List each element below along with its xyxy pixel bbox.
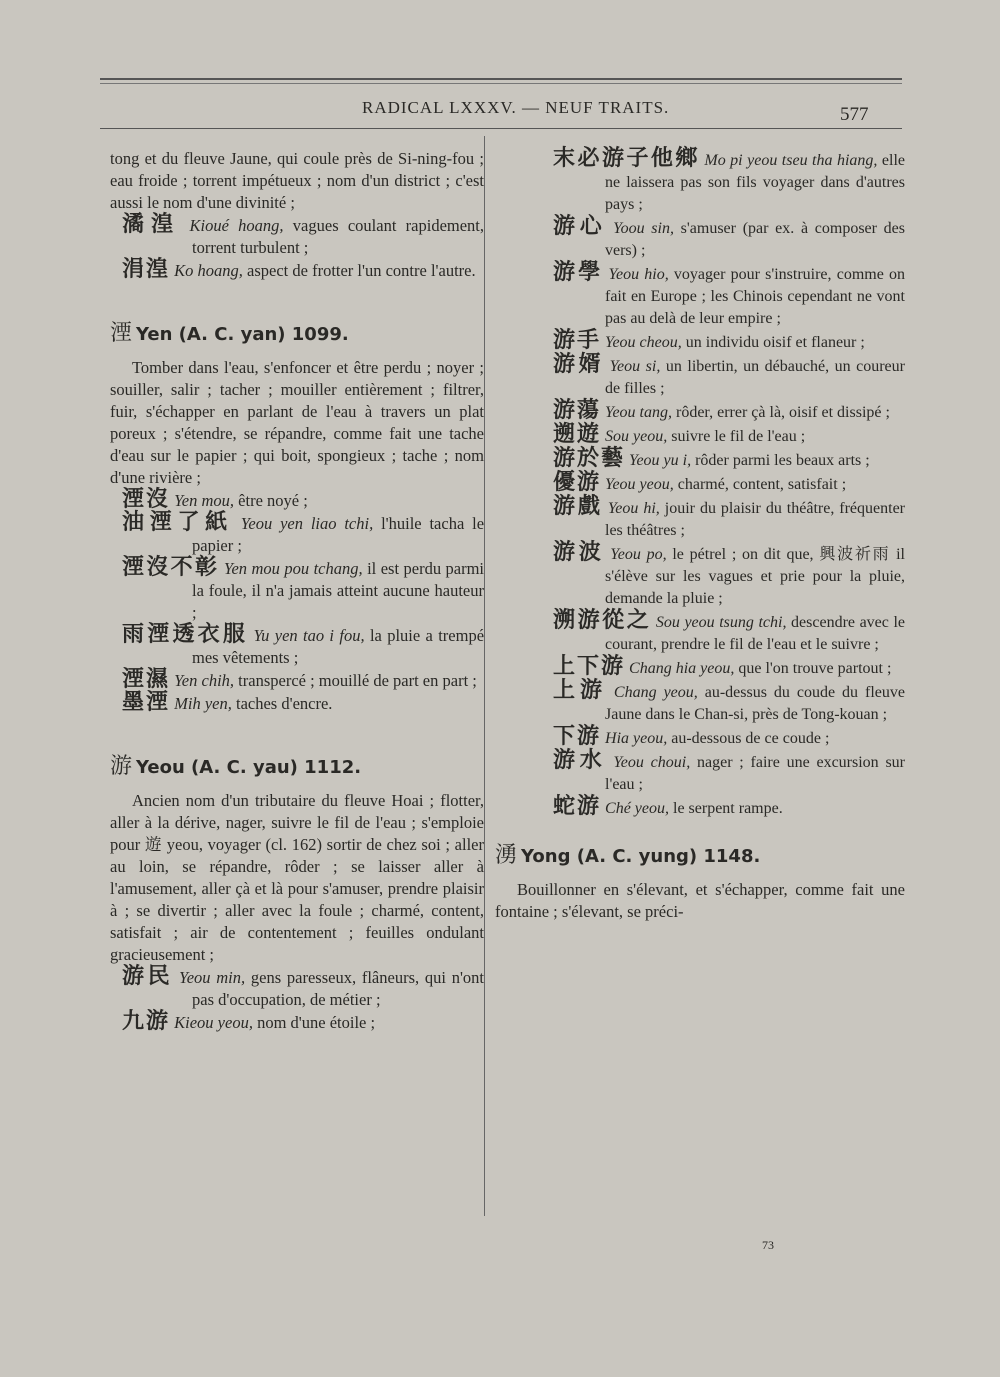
compound-characters: 上下游: [553, 654, 626, 679]
compound-characters: 湮沒不彰: [122, 555, 220, 580]
right-column: [495, 148, 905, 923]
compound-characters: 雨湮透衣服: [122, 622, 249, 647]
compound-entry: [495, 796, 905, 820]
compound-entry: [110, 692, 484, 715]
page-number: 577: [840, 104, 869, 125]
signature-mark: 73: [762, 1238, 774, 1252]
compound-romanization: Yeou hi,: [607, 500, 660, 517]
entry-heading-text: Yeou (A. C. yau) 1112.: [136, 757, 362, 778]
compound-definition: être noyé ;: [238, 491, 308, 510]
entry-character: 湧: [495, 843, 518, 868]
running-header: RADICAL LXXXV. — NEUF TRAITS.: [362, 98, 670, 117]
entry-heading-text: Yong (A. C. yung) 1148.: [521, 846, 761, 867]
compound-characters: 游蕩: [553, 398, 602, 423]
compound-romanization: Kieou yeou,: [174, 1013, 253, 1032]
compound-characters: 涓湟: [122, 257, 171, 282]
compound-entry: [495, 216, 905, 262]
compound-definition: rôder, errer çà là, oisif et dissipé ;: [676, 404, 890, 421]
compound-characters: 末必游子他鄉: [553, 146, 700, 171]
compound-romanization: Yoou sin,: [613, 220, 674, 237]
compound-definition: transpercé ; mouillé de part en part ;: [238, 671, 477, 690]
compound-definition: au-dessus du coude du fleuve Jaune dans le Chan-si, près de Tong-kouan ;: [605, 684, 905, 723]
compound-definition: nom d'une étoile ;: [257, 1013, 376, 1032]
compound-romanization: Yu yen tao i fou,: [253, 626, 365, 645]
compound-characters: 遡遊: [553, 422, 602, 447]
compound-romanization: Yeou choui,: [613, 754, 691, 771]
compound-definition: il est perdu parmi la foule, il n'a jamais atteint aucune hauteur ;: [192, 559, 485, 622]
compound-romanization: Mo pi yeou tseu tha hiang,: [704, 152, 878, 169]
compound-romanization: Yen chih,: [174, 671, 235, 690]
compound-definition: un libertin, un débauché, un coureur de filles ;: [605, 358, 905, 397]
entry-heading-yeou: [110, 749, 484, 780]
compound-characters: 游波: [553, 540, 605, 565]
entry-heading-yen: [110, 316, 484, 347]
compound-romanization: Sou yeou tsung tchi,: [655, 614, 787, 631]
compound-definition: le pétrel ; on dit que, 興波祈雨 il s'élève sur les vagues et prie pour la pluie, demande la pluie ;: [605, 546, 906, 607]
entry-definition-yeou: Ancien nom d'un tributaire du fleuve Hoai ; flotter, aller à la dérive, nager, suivre le fil de l'eau ; s'emploie pour 遊 yeou, voyager (cl. 162) sortir de chez soi ; aller au loin, se répandre, rôder ; se laisser aller à l'amusement, aller çà et là pour s'amuser, prendre plaisir à ; se divertir ; aller avec la foule ; charmé, content, satisfait ; air de contentement ; feuilles ondulant gracieusement ;: [110, 791, 484, 964]
compound-romanization: Yeou hio,: [608, 266, 669, 283]
compound-characters: 游心: [553, 214, 607, 239]
compound-entry: [110, 259, 484, 282]
compound-romanization: Ko hoang,: [174, 261, 243, 280]
compound-characters: 優游: [553, 470, 602, 495]
entry-definition-yen: Tomber dans l'eau, s'enfoncer et être perdu ; noyer ; souiller, salir ; tacher ; mouiller entièrement ; filtrer, fuir, s'échapper en parlant de l'eau à travers un plat poreux ; s'étendre, se répandre, comme fait une tache d'eau sur le papier ; qui boit, spongieux ; tache ; nom d'une rivière ;: [110, 358, 484, 487]
top-rule: [100, 78, 902, 80]
compound-definition: un individu oisif et flaneur ;: [685, 334, 865, 351]
entry-character: 湮: [110, 321, 133, 346]
compound-entry: [110, 557, 484, 624]
compound-entry: [495, 726, 905, 750]
compound-entry: [110, 512, 484, 557]
header-rule: [100, 128, 902, 129]
compound-definition: elle ne laissera pas son fils voyager dans d'autres pays ;: [605, 152, 905, 213]
compound-entry: [495, 262, 905, 330]
compound-romanization: Yeou si,: [609, 358, 661, 375]
compound-characters: 潏湟: [122, 212, 181, 237]
intro-compounds: [110, 214, 484, 282]
compound-romanization: Ché yeou,: [605, 800, 669, 817]
compound-entry: [495, 542, 905, 610]
column-divider: [484, 136, 485, 1216]
compound-definition: rôder parmi les beaux arts ;: [695, 452, 870, 469]
compound-characters: 游學: [553, 260, 604, 285]
compound-characters: 游於藝: [553, 446, 626, 471]
compound-entry: [495, 496, 905, 542]
compound-definition: l'huile tacha le papier ;: [192, 514, 485, 555]
compound-definition: vagues coulant rapidement, torrent turbulent ;: [192, 216, 485, 257]
continued-compounds: [495, 148, 905, 820]
compound-romanization: Yeou po,: [610, 546, 667, 563]
compound-definition: le serpent rampe.: [673, 800, 783, 817]
compound-entry: [110, 966, 484, 1011]
compound-definition: jouir du plaisir du théâtre, fréquenter les théâtres ;: [605, 500, 905, 539]
compound-entry: [110, 624, 484, 669]
compound-characters: 油湮了紙: [122, 510, 233, 535]
compound-definition: nager ; faire une excursion sur l'eau ;: [605, 754, 906, 793]
entry-heading-text: Yen (A. C. yan) 1099.: [136, 324, 349, 345]
compound-romanization: Yeou yeou,: [605, 476, 674, 493]
compound-entry: [495, 610, 905, 656]
compound-definition: au-dessous de ce coude ;: [671, 730, 830, 747]
entry-heading-yong: [495, 838, 905, 869]
compound-characters: 游戲: [553, 494, 603, 519]
compound-romanization: Yeou min,: [179, 968, 246, 987]
compound-characters: 游婿: [553, 352, 605, 377]
compound-entry: [110, 214, 484, 259]
compound-characters: 蛇游: [553, 794, 602, 819]
compound-romanization: Yen mou pou tchang,: [223, 559, 363, 578]
compound-definition: gens paresseux, flâneurs, qui n'ont pas d'occupation, de métier ;: [192, 968, 485, 1009]
compound-definition: que l'on trouve partout ;: [738, 660, 892, 677]
compound-definition: la pluie a trempé mes vêtements ;: [192, 626, 485, 667]
compound-entry: [495, 330, 905, 354]
entry-definition-yong: Bouillonner en s'élevant, et s'échapper, comme fait une fontaine ; s'élevant, se préci-: [495, 880, 905, 921]
compound-entry: [495, 148, 905, 216]
compound-characters: 游民: [122, 964, 174, 989]
compound-characters: 游水: [553, 748, 607, 773]
intro-text: tong et du fleuve Jaune, qui coule près de Si-ning-fou ; eau froide ; torrent impétueux ; nom d'un district ; c'est aussi le nom d'une divinité ;: [110, 149, 484, 212]
compound-entry: [495, 400, 905, 424]
compound-entry: [110, 489, 484, 512]
compound-romanization: Chang yeou,: [613, 684, 698, 701]
compound-characters: 墨湮: [122, 690, 171, 715]
compound-characters: 九游: [122, 1009, 171, 1034]
compound-romanization: Yeou cheou,: [605, 334, 682, 351]
compound-characters: 游手: [553, 328, 602, 353]
compound-entry: [495, 424, 905, 448]
compound-entry: [495, 472, 905, 496]
compound-characters: 湮沒: [122, 487, 171, 512]
entry-character: 游: [110, 754, 133, 779]
compound-romanization: Yeou yu i,: [629, 452, 692, 469]
top-rule-secondary: [100, 83, 902, 84]
compound-entry: [110, 669, 484, 692]
compound-romanization: Chang hia yeou,: [629, 660, 735, 677]
compound-characters: 上游: [553, 678, 607, 703]
compound-entry: [495, 656, 905, 680]
compound-entry: [495, 680, 905, 726]
compound-romanization: Yen mou,: [174, 491, 235, 510]
compound-entry: [495, 448, 905, 472]
compound-definition: taches d'encre.: [236, 694, 333, 713]
compound-characters: 下游: [553, 724, 602, 749]
entry-compounds-yeou: [110, 966, 484, 1034]
compound-romanization: Kioué hoang,: [189, 216, 284, 235]
left-column: [110, 148, 484, 1034]
compound-definition: suivre le fil de l'eau ;: [671, 428, 806, 445]
compound-romanization: Hia yeou,: [605, 730, 668, 747]
compound-romanization: Sou yeou,: [605, 428, 668, 445]
compound-entry: [495, 354, 905, 400]
compound-definition: s'amuser (par ex. à composer des vers) ;: [605, 220, 906, 259]
compound-characters: 湮濕: [122, 667, 171, 692]
compound-entry: [495, 750, 905, 796]
compound-romanization: Yeou yen liao tchi,: [240, 514, 374, 533]
compound-entry: [110, 1011, 484, 1034]
compound-definition: voyager pour s'instruire, comme on fait en Europe ; les Chinois cependant ne vont pas au delà de leur empire ;: [605, 266, 905, 327]
compound-romanization: Mih yen,: [174, 694, 232, 713]
compound-characters: 溯游從之: [553, 608, 652, 633]
compound-definition: descendre avec le courant, prendre le fil de l'eau et le suivre ;: [605, 614, 906, 653]
compound-definition: aspect de frotter l'un contre l'autre.: [247, 261, 476, 280]
compound-romanization: Yeou tang,: [605, 404, 672, 421]
compound-definition: charmé, content, satisfait ;: [677, 476, 847, 493]
entry-compounds-yen: [110, 489, 484, 715]
